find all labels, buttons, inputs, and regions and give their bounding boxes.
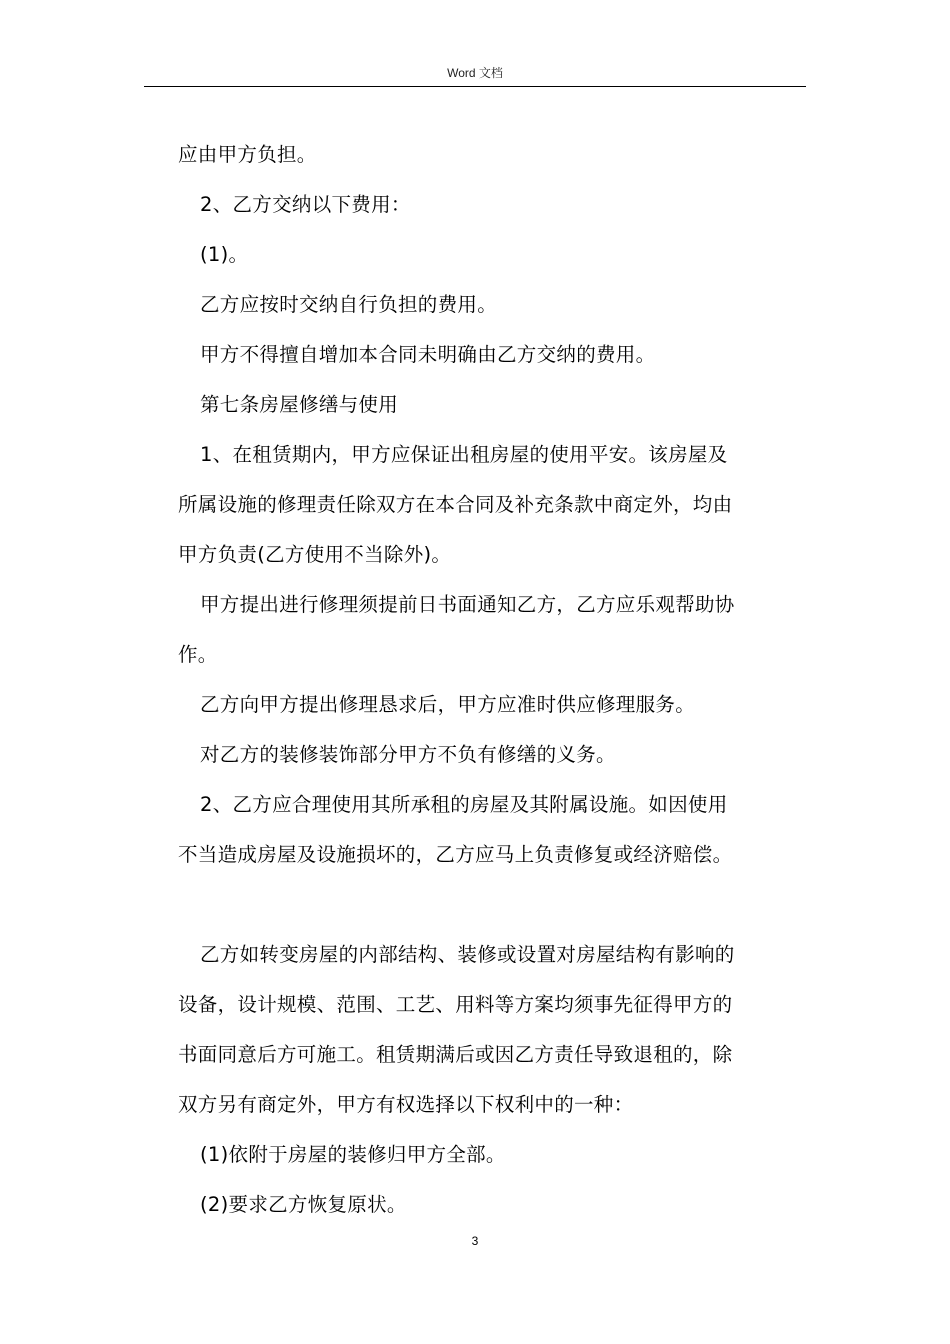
paragraph-line: 甲方提出进行修理须提前日书面通知乙方，乙方应乐观帮助协: [200, 593, 735, 616]
paragraph-line: 2、乙方应合理使用其所承租的房屋及其附属设施。如因使用: [200, 793, 728, 816]
paragraph-line: 对乙方的装修装饰部分甲方不负有修缮的义务。: [200, 743, 616, 766]
paragraph-line: 应由甲方负担。: [178, 143, 317, 166]
paragraph-line: 设备，设计规模、范围、工艺、用料等方案均须事先征得甲方的: [178, 993, 733, 1016]
paragraph-line: 甲方负责(乙方使用不当除外)。: [178, 543, 452, 566]
paragraph-line: 所属设施的修理责任除双方在本合同及补充条款中商定外，均由: [178, 493, 733, 516]
paragraph-line: (2)要求乙方恢复原状。: [200, 1193, 407, 1216]
paragraph-line: 书面同意后方可施工。租赁期满后或因乙方责任导致退租的，除: [178, 1043, 733, 1066]
paragraph-line: 乙方向甲方提出修理恳求后，甲方应准时供应修理服务。: [200, 693, 696, 716]
paragraph-line: 乙方应按时交纳自行负担的费用。: [200, 293, 498, 316]
paragraph-line: (1)。: [200, 243, 249, 266]
paragraph-line: 2、乙方交纳以下费用：: [200, 193, 411, 216]
paragraph-line: 甲方不得擅自增加本合同未明确由乙方交纳的费用。: [200, 343, 656, 366]
paragraph-line: 双方另有商定外，甲方有权选择以下权利中的一种：: [178, 1093, 634, 1116]
paragraph-line: 作。: [178, 643, 218, 666]
document-body: [178, 130, 810, 1230]
paragraph-line: 1、在租赁期内，甲方应保证出租房屋的使用平安。该房屋及: [200, 443, 728, 466]
paragraph-line: 乙方如转变房屋的内部结构、装修或设置对房屋结构有影响的: [200, 943, 735, 966]
paragraph-line: (1)依附于房屋的装修归甲方全部。: [200, 1143, 506, 1166]
paragraph-spacer: [178, 880, 810, 930]
header-divider: [144, 86, 806, 87]
section-heading: 第七条房屋修缮与使用: [200, 393, 399, 416]
page-number: 3: [471, 1234, 479, 1248]
page-header-title: Word 文档: [447, 66, 503, 80]
paragraph-line: 不当造成房屋及设施损坏的，乙方应马上负责修复或经济赔偿。: [178, 843, 733, 866]
